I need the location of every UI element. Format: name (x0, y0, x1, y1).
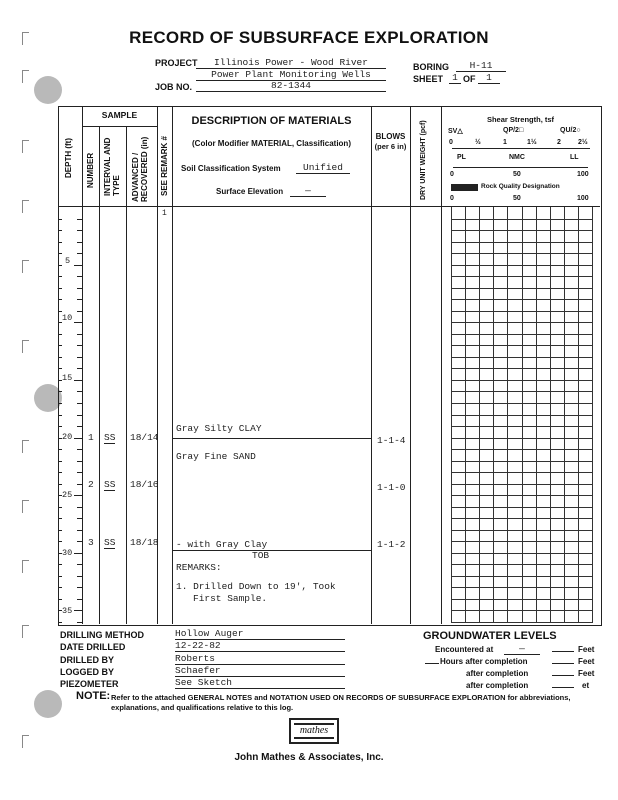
depth-tick (77, 484, 82, 485)
sample-number: 1 (88, 432, 94, 443)
depth-tick (58, 461, 62, 462)
sheet-value: 1 (449, 72, 461, 84)
depth-tick (58, 541, 62, 542)
depth-tick (77, 449, 82, 450)
shear-tick: 1 (503, 139, 507, 146)
shear-tick: 1½ (527, 139, 537, 146)
depth-tick (58, 564, 62, 565)
depth-tick (58, 518, 62, 519)
soil-class-value: Unified (296, 162, 350, 174)
grid-line (451, 461, 592, 462)
depth-label: 30 (62, 548, 73, 558)
shear-tick: 2 (557, 139, 561, 146)
binder-mark (22, 735, 29, 748)
depth-tick (74, 610, 82, 611)
depth-tick (58, 415, 62, 416)
depth-tick (77, 564, 82, 565)
drilling-method-label: DRILLING METHOD (60, 630, 144, 640)
sample-blows: 1-1-4 (377, 435, 406, 446)
grid-line (451, 345, 592, 346)
sample-description: Gray Silty CLAY (176, 423, 262, 434)
of-value: 1 (478, 72, 500, 84)
qu-legend: QU/2○ (560, 127, 581, 134)
color-modifier-note: (Color Modifier MATERIAL, Classification) (192, 139, 351, 148)
grid-line (451, 518, 592, 519)
depth-tick (77, 357, 82, 358)
job-no-label: JOB NO. (155, 82, 193, 92)
company-logo (289, 718, 339, 744)
depth-tick (58, 449, 62, 450)
depth-tick (77, 311, 82, 312)
depth-tick (58, 242, 62, 243)
depth-tick (74, 322, 82, 323)
depth-tick (58, 276, 62, 277)
blows-header: BLOWS (375, 132, 406, 141)
depth-tick (58, 530, 62, 531)
binder-mark (22, 200, 29, 213)
depth-tick (77, 345, 82, 346)
date-drilled-value: 12-22-82 (175, 640, 345, 652)
shear-tick: 0 (449, 139, 453, 146)
nmc-label: NMC (509, 154, 525, 161)
depth-tick (58, 576, 62, 577)
depth-tick (77, 391, 82, 392)
pct-tick: 0 (450, 195, 454, 202)
grid-line (451, 242, 592, 243)
sample-type: SS (104, 479, 116, 490)
punch-hole (34, 690, 62, 718)
depth-tick (74, 438, 82, 439)
depth-tick (77, 507, 82, 508)
grid-line (451, 276, 592, 277)
grid-line (592, 207, 593, 623)
grid-line (451, 564, 592, 565)
of-label: OF (463, 74, 476, 84)
depth-tick (77, 541, 82, 542)
binder-mark (22, 340, 29, 353)
drilling-method-value: Hollow Auger (175, 628, 345, 640)
depth-tick (58, 288, 62, 289)
grid-line (451, 472, 592, 473)
logo-text: mathes (299, 725, 329, 736)
binder-mark (22, 140, 29, 153)
depth-label: 10 (62, 313, 73, 323)
note-label: NOTE: (76, 690, 111, 702)
depth-tick (77, 368, 82, 369)
depth-tick (77, 253, 82, 254)
depth-tick (58, 599, 62, 600)
grid-line (451, 587, 592, 588)
grid-line (451, 230, 592, 231)
grid-line (451, 219, 592, 220)
depth-tick (77, 622, 82, 623)
shear-strength-title: Shear Strength, tsf (486, 115, 555, 124)
depth-tick (58, 299, 62, 300)
grid-line (451, 288, 592, 289)
note-text: Refer to the attached GENERAL NOTES and NOTATION USED ON RECORDS OF SUBSURFACE EXPLORATION for abbreviations, explanations, and qualifications relative to this log. (111, 693, 571, 712)
grid-line (451, 426, 592, 427)
remark-marker: 1 (162, 209, 167, 218)
depth-tick (74, 553, 82, 554)
sample-adv-rec: 18/18 (130, 537, 159, 548)
depth-tick (58, 472, 62, 473)
depth-tick (77, 530, 82, 531)
sample-number: 3 (88, 537, 94, 548)
depth-label: 35 (62, 606, 73, 616)
project-line-1: Illinois Power - Wood River (196, 57, 386, 69)
sample-blows: 1-1-2 (377, 539, 406, 550)
depth-tick (74, 495, 82, 496)
grid-line (451, 322, 592, 323)
depth-tick (77, 230, 82, 231)
remarks-label: REMARKS: (176, 562, 222, 573)
depth-tick (77, 219, 82, 220)
ll-label: LL (570, 154, 579, 161)
grid-line (451, 541, 592, 542)
description-header: DESCRIPTION OF MATERIALS (191, 115, 352, 127)
depth-tick (77, 242, 82, 243)
grid-line (451, 357, 592, 358)
gw-encountered-value: — (504, 643, 540, 655)
depth-tick (77, 461, 82, 462)
depth-tick (77, 403, 82, 404)
depth-tick (77, 299, 82, 300)
logged-by-label: LOGGED BY (60, 667, 115, 677)
grid-line (451, 299, 592, 300)
binder-mark (22, 500, 29, 513)
blows-subheader: (per 6 in) (374, 142, 407, 151)
depth-tick (74, 265, 82, 266)
binder-mark (22, 625, 29, 638)
sample-blows: 1-1-0 (377, 482, 406, 493)
grid-line (451, 403, 592, 404)
surface-elevation-value: — (290, 185, 326, 197)
depth-tick (77, 472, 82, 473)
grid-line (451, 576, 592, 577)
sample-description: Gray Fine SAND (176, 451, 256, 462)
grid-line (451, 334, 592, 335)
depth-label: 5 (65, 256, 71, 266)
depth-tick (77, 576, 82, 577)
piezometer-value: See Sketch (175, 677, 345, 689)
surface-elevation-label: Surface Elevation (216, 187, 284, 196)
grid-line (451, 495, 592, 496)
number-header: NUMBER (86, 152, 95, 188)
depth-header: DEPTH (ft) (64, 138, 73, 178)
groundwater-title: GROUNDWATER LEVELS (423, 630, 557, 642)
depth-tick (58, 426, 62, 427)
pl-label: PL (457, 154, 466, 161)
depth-label: 20 (62, 432, 73, 442)
depth-tick (58, 622, 62, 623)
boring-label: BORING (413, 62, 449, 72)
binder-mark (22, 70, 29, 83)
shear-tick: ½ (475, 139, 481, 146)
depth-tick (77, 518, 82, 519)
gw-encountered-label: Encountered at (435, 645, 494, 654)
project-label: PROJECT (155, 58, 198, 68)
sample-description: - with Gray Clay (176, 539, 268, 550)
gw-hours-label: Hours after completion (440, 657, 528, 666)
depth-label: 15 (62, 373, 73, 383)
grid-line (451, 449, 592, 450)
pct-tick: 100 (577, 195, 589, 202)
grid-line (451, 622, 592, 623)
depth-tick (77, 276, 82, 277)
sample-number: 2 (88, 479, 94, 490)
depth-tick (58, 357, 62, 358)
depth-tick (77, 415, 82, 416)
pct-tick: 50 (513, 195, 521, 202)
grid-line (451, 415, 592, 416)
remark-line: 1. Drilled Down to 19', Took (176, 581, 336, 592)
rqd-label: Rock Quality Designation (481, 183, 560, 190)
job-no-value: 82-1344 (196, 80, 386, 92)
dry-unit-weight-header: DRY UNIT WEIGHT (pcf) (420, 120, 427, 200)
punch-hole (34, 76, 62, 104)
grid-line (451, 380, 592, 381)
grid-line (451, 391, 592, 392)
pct-tick: 100 (577, 171, 589, 178)
depth-tick (77, 426, 82, 427)
gw-feet-unit: Feet (578, 645, 595, 654)
date-drilled-label: DATE DRILLED (60, 642, 126, 652)
shear-tick: 2½ (578, 139, 588, 146)
grid-line (451, 610, 592, 611)
depth-tick (58, 368, 62, 369)
depth-tick (58, 345, 62, 346)
grid-line (451, 311, 592, 312)
depth-tick (77, 334, 82, 335)
interval-type-header: INTERVAL AND TYPE (103, 137, 121, 196)
remark-line: First Sample. (193, 593, 268, 604)
depth-tick (58, 403, 62, 404)
piezometer-label: PIEZOMETER (60, 679, 119, 689)
depth-tick (58, 334, 62, 335)
grid-line (451, 438, 592, 439)
drilled-by-label: DRILLED BY (60, 655, 114, 665)
logged-by-value: Schaefer (175, 665, 345, 677)
rqd-swatch (451, 184, 478, 191)
depth-tick (77, 288, 82, 289)
grid-line (451, 253, 592, 254)
gw-after-label: after completion (466, 669, 529, 678)
grid-line (451, 599, 592, 600)
drilled-by-value: Roberts (175, 653, 345, 665)
sample-type: SS (104, 432, 116, 443)
gw-feet-unit: Feet (578, 669, 595, 678)
soil-class-label: Soil Classification System (181, 164, 281, 173)
page-title: RECORD OF SUBSURFACE EXPLORATION (129, 28, 489, 47)
depth-tick (58, 484, 62, 485)
see-remark-header: SEE REMARK # (160, 135, 169, 196)
binder-mark (22, 560, 29, 573)
grid-line (451, 530, 592, 531)
boring-value: H-11 (456, 60, 506, 72)
sv-legend: SV△ (448, 128, 463, 135)
binder-mark (22, 260, 29, 273)
depth-tick (58, 265, 62, 266)
grid-line (451, 265, 592, 266)
depth-tick (74, 380, 82, 381)
depth-tick (77, 587, 82, 588)
grid-line (451, 553, 592, 554)
sample-adv-rec: 18/16 (130, 479, 159, 490)
depth-tick (58, 311, 62, 312)
sample-header: SAMPLE (101, 110, 138, 120)
project-line-2: Power Plant Monitoring Wells (196, 69, 386, 81)
pct-tick: 50 (513, 171, 521, 178)
company-name: John Mathes & Associates, Inc. (234, 752, 384, 763)
depth-tick (77, 599, 82, 600)
gw-after-label: after completion (466, 681, 529, 690)
depth-tick (58, 253, 62, 254)
gw-feet-unit: Feet (578, 657, 595, 666)
depth-tick (58, 230, 62, 231)
binder-mark (22, 440, 29, 453)
advanced-recovered-header: ADVANCED / RECOVERED (in) (131, 136, 149, 202)
pct-tick: 0 (450, 171, 454, 178)
tob-label: TOB (252, 550, 270, 561)
grid-line (451, 484, 592, 485)
depth-tick (58, 219, 62, 220)
depth-label: 25 (62, 490, 73, 500)
qp-legend: QP/2□ (503, 127, 524, 134)
depth-tick (58, 587, 62, 588)
sample-type: SS (104, 537, 116, 548)
grid-line (451, 368, 592, 369)
sample-adv-rec: 18/14 (130, 432, 159, 443)
grid-line (451, 507, 592, 508)
depth-tick (58, 391, 62, 392)
depth-tick (58, 507, 62, 508)
gw-feet-unit-cut: et (582, 681, 590, 690)
sheet-label: SHEET (413, 74, 444, 84)
